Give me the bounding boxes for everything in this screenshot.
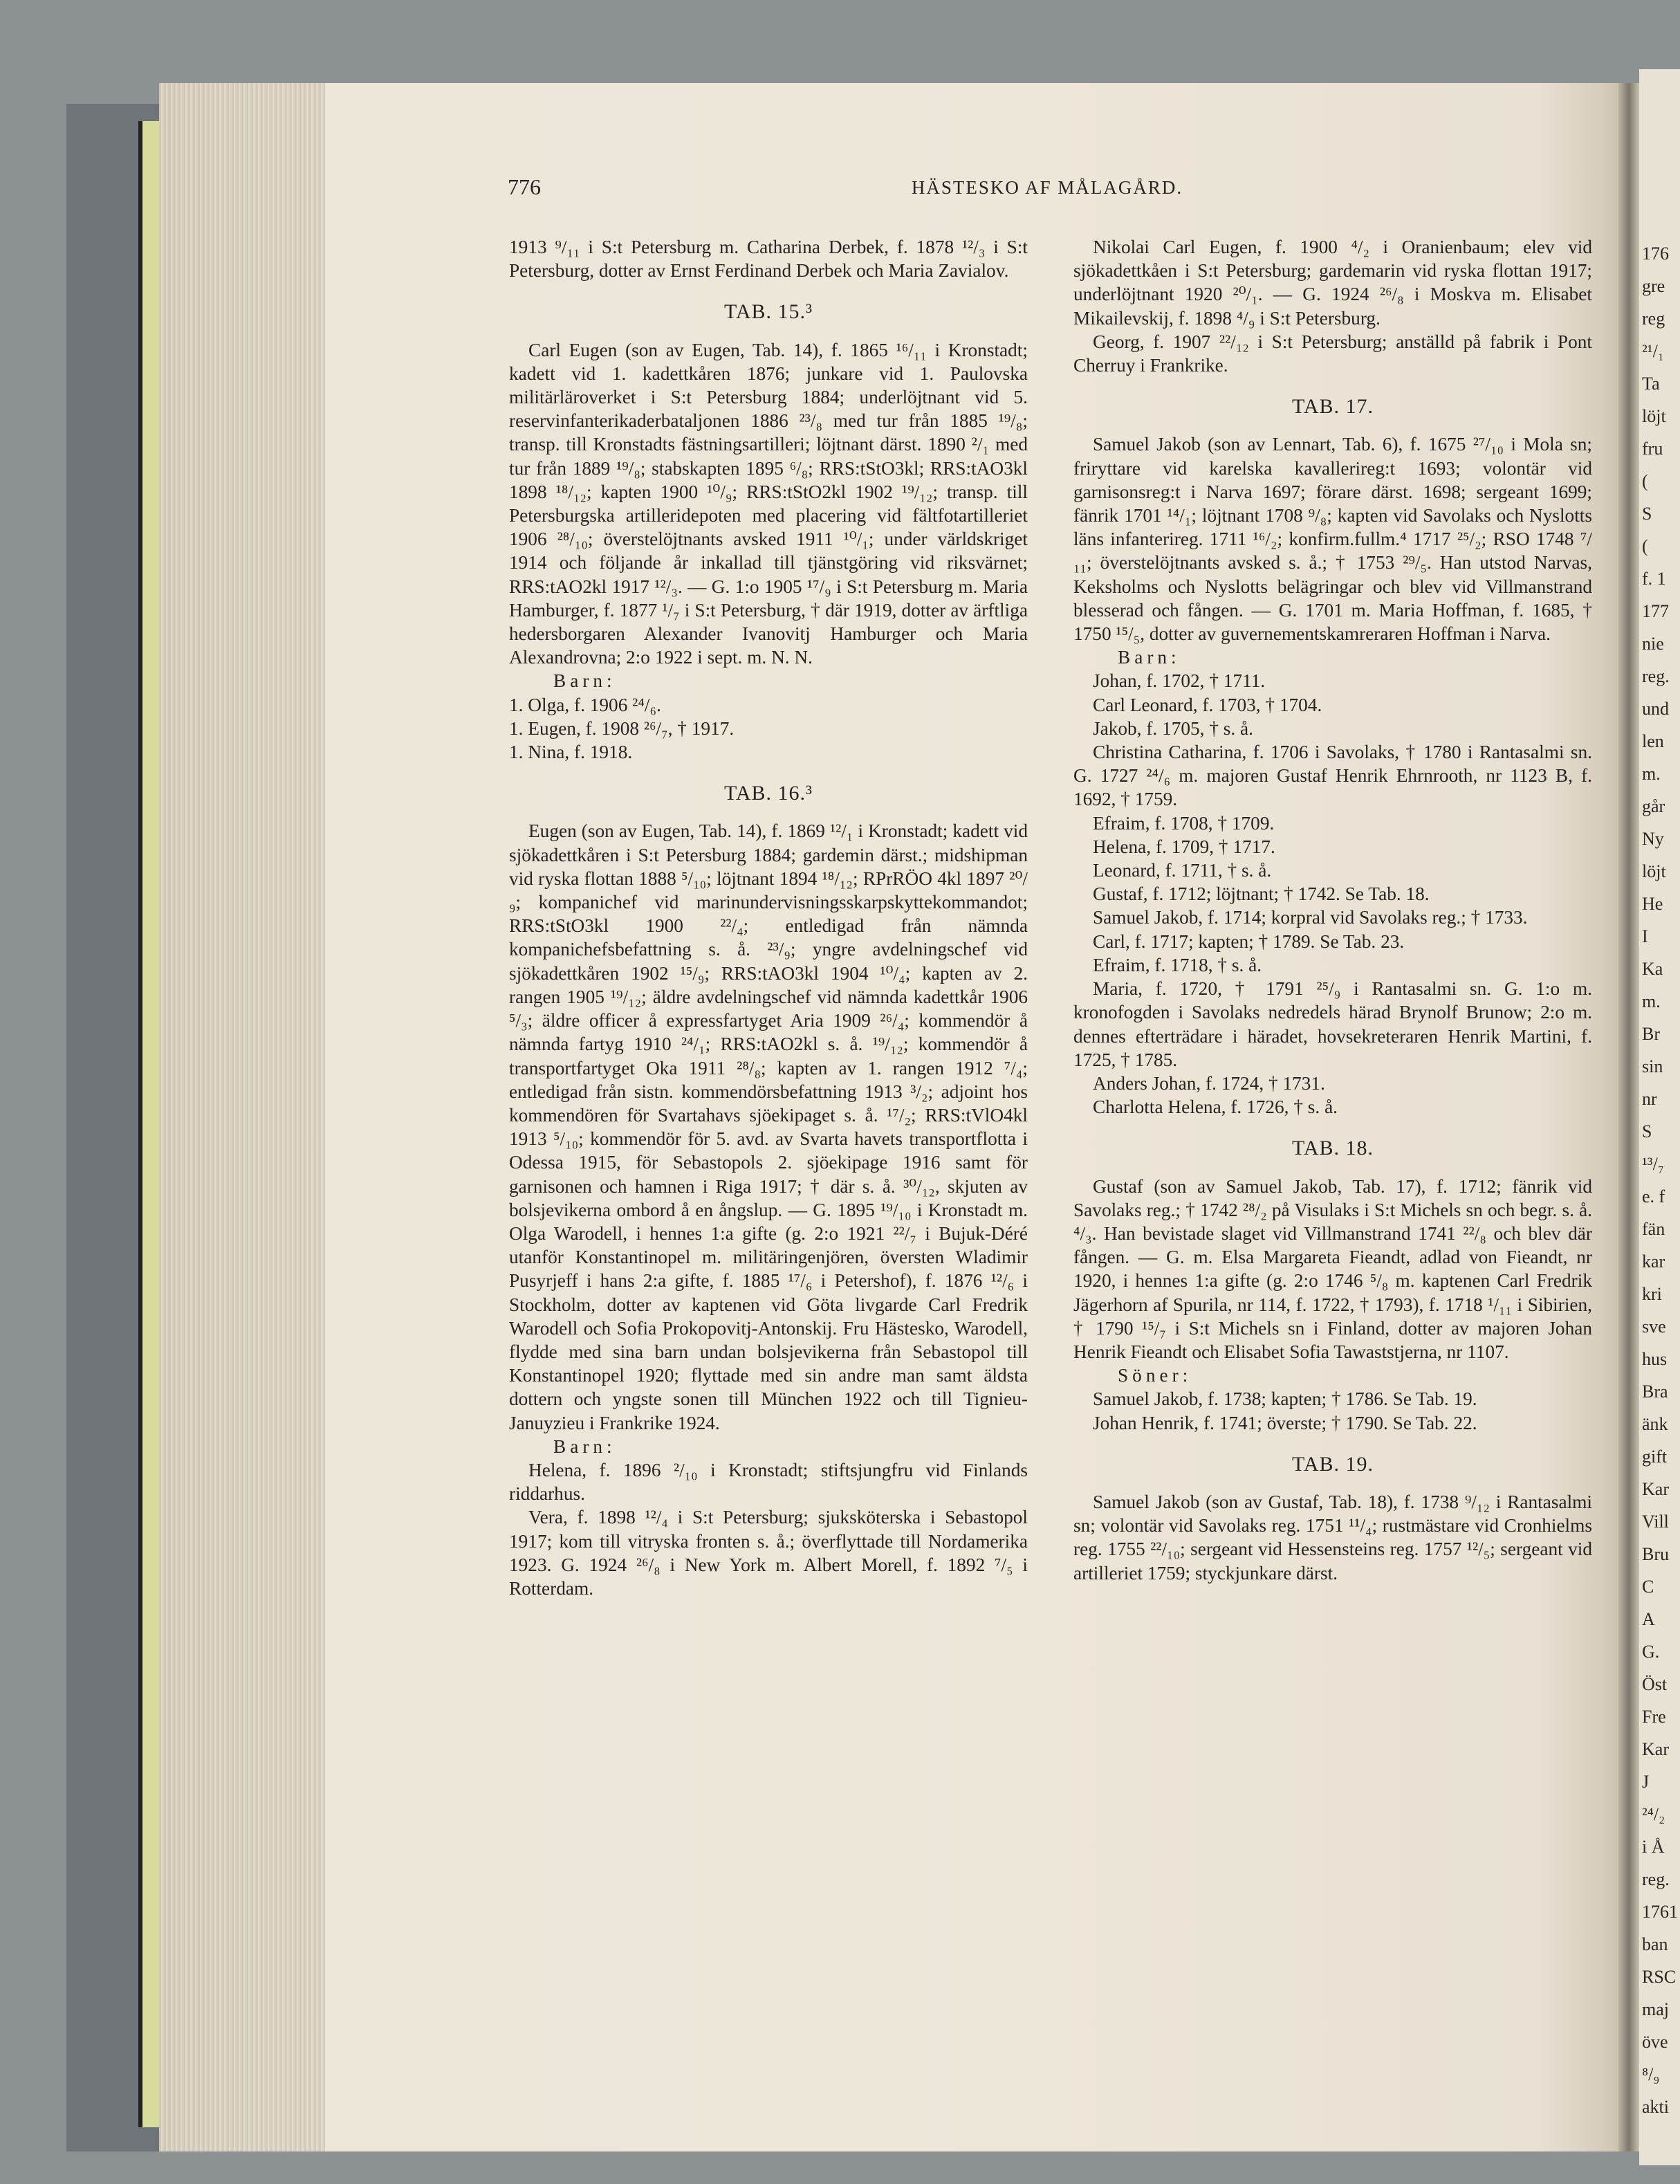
paragraph: Jakob, f. 1705, † s. å.: [1093, 717, 1253, 739]
facing-page-fragment: m.: [1642, 991, 1661, 1011]
facing-page-fragment: nr: [1642, 1089, 1657, 1109]
facing-page-fragment: Br: [1642, 1024, 1660, 1044]
book-gutter: [1618, 83, 1639, 2151]
running-header: [508, 174, 1587, 205]
facing-page: [1639, 69, 1680, 2165]
facing-page-fragment: f. 1: [1642, 569, 1666, 589]
facing-page-fragment: S: [1642, 504, 1652, 524]
children-heading: Söner:: [1118, 1365, 1192, 1386]
facing-page-fragment: Vill: [1642, 1512, 1669, 1532]
facing-page-fragment: fän: [1642, 1219, 1665, 1239]
facing-page-fragment: RSC: [1642, 1967, 1677, 1987]
facing-page-fragment: änk: [1642, 1414, 1668, 1434]
facing-page-fragment: gre: [1642, 276, 1665, 296]
facing-page-fragment: kar: [1642, 1251, 1665, 1272]
paragraph: Helena, f. 1709, † 1717.: [1093, 836, 1275, 857]
facing-page-fragment: e. f: [1642, 1186, 1665, 1206]
table-heading: TAB. 16.³: [723, 782, 813, 805]
facing-page-fragment: 1761: [1642, 1902, 1678, 1922]
facing-page-fragment: G.: [1642, 1642, 1660, 1662]
facing-page-fragment: ⁸/₉: [1642, 2064, 1660, 2084]
facing-page-fragment: C: [1642, 1577, 1654, 1597]
page-edges: [159, 83, 325, 2151]
children-heading: Barn:: [553, 670, 616, 692]
page-number: 776: [508, 174, 541, 199]
facing-page-fragment: går: [1642, 796, 1665, 816]
paragraph: Johan, f. 1702, † 1711.: [1093, 670, 1266, 692]
paragraph: Samuel Jakob (son av Gustaf, Tab. 18), f. 1738 ⁹/₁₂ i Rantasalmi sn; volontär vid Savolaks reg. 1751 ¹¹/₄; rustmästare vid Cronhielms reg. 1755 ²²/₁₀; sergeant vid Hessensteins reg. 1757 ¹²/₅; sergeant vid artilleriet 1759; styckjunkare därst.: [1073, 1491, 1592, 1584]
paragraph: Anders Johan, f. 1724, † 1731.: [1093, 1072, 1325, 1094]
facing-page-fragment: A: [1642, 1609, 1655, 1629]
paragraph: Efraim, f. 1708, † 1709.: [1093, 812, 1275, 834]
paragraph: Helena, f. 1896 ²/₁₀ i Kronstadt; stiftsjungfru vid Finlands riddarhus.: [509, 1459, 1028, 1505]
facing-page-fragment: (: [1642, 471, 1648, 491]
right-column: [1073, 235, 1592, 1585]
facing-page-fragment: ²⁴/₂: [1642, 1804, 1665, 1824]
facing-page-fragment: (: [1642, 536, 1648, 556]
paragraph: 1913 ⁹/₁₁ i S:t Petersburg m. Catharina Derbek, f. 1878 ¹²/₃ i S:t Petersburg, dotter av Ernst Ferdinand Derbek och Maria Zavialov.: [509, 237, 1028, 282]
facing-page-fragment: Ta: [1642, 374, 1660, 394]
facing-page-fragment: 177: [1642, 601, 1669, 621]
table-heading: TAB. 15.³: [723, 300, 813, 324]
paragraph: Leonard, f. 1711, † s. å.: [1093, 860, 1272, 881]
facing-page-fragment: löjt: [1642, 861, 1666, 881]
facing-page-fragment: ban: [1642, 1934, 1668, 1954]
paragraph: Vera, f. 1898 ¹²/₄ i S:t Petersburg; sjuksköterska i Sebastopol 1917; kom till vitryska fronten s. å.; överflyttade till Nordamerika 1923. G. 1924 ²⁶/₈ i New York m. Albert Morell, f. 1892 ⁷/₅ i Rotterdam.: [509, 1507, 1028, 1599]
paragraph: Charlotta Helena, f. 1726, † s. å.: [1093, 1096, 1338, 1118]
paragraph: Georg, f. 1907 ²²/₁₂ i S:t Petersburg; anställd på fabrik i Pont Cherruy i Frankrike.: [1073, 331, 1592, 376]
facing-page-fragment: m.: [1642, 764, 1661, 784]
facing-page-fragment: reg.: [1642, 666, 1670, 686]
facing-page-fragment: Kar: [1642, 1479, 1669, 1499]
facing-page-fragment: maj: [1642, 1999, 1669, 2019]
facing-page-fragment: ²¹/₁: [1642, 341, 1664, 361]
facing-page-fragment: I: [1642, 926, 1648, 946]
paragraph: Samuel Jakob, f. 1714; korpral vid Savolaks reg.; † 1733.: [1093, 907, 1528, 928]
facing-page-fragment: Fre: [1642, 1707, 1666, 1727]
facing-page-fragment: ¹³/₇: [1642, 1154, 1664, 1174]
left-column: [509, 235, 1028, 1600]
facing-page-fragment: S: [1642, 1121, 1652, 1141]
facing-page-fragment: i Å: [1642, 1837, 1665, 1857]
facing-page-fragment: He: [1642, 894, 1663, 914]
table-heading: TAB. 18.: [1291, 1137, 1374, 1160]
paragraph: Gustaf, f. 1712; löjtnant; † 1742. Se Tab. 18.: [1093, 883, 1430, 905]
children-heading: Barn:: [553, 1435, 616, 1457]
paragraph: Carl, f. 1717; kapten; † 1789. Se Tab. 23.: [1093, 930, 1405, 952]
facing-page-fragment: nie: [1642, 634, 1664, 654]
paragraph: Christina Catharina, f. 1706 i Savolaks, † 1780 i Rantasalmi sn. G. 1727 ²⁴/₆ m. majoren Gustaf Henrik Ehrnrooth, nr 1123 B, f. 1692, † 1759.: [1073, 742, 1592, 810]
children-heading: Barn:: [1118, 647, 1181, 668]
paragraph: Carl Leonard, f. 1703, † 1704.: [1093, 694, 1322, 715]
paragraph: Maria, f. 1720, † 1791 ²⁵/₉ i Rantasalmi sn. G. 1:o m. kronofogden i Savolaks nedredels härad Brynolf Brunow; 2:o m. dennes efterträdare i häradet, hovsekreteraren Henrik Martini, f. 1725, † 1785.: [1073, 978, 1592, 1070]
facing-page-fragment: len: [1642, 731, 1664, 751]
facing-page-fragment: fru: [1642, 439, 1663, 459]
facing-page-fragment: sin: [1642, 1056, 1663, 1076]
facing-page-fragment: J: [1642, 1772, 1650, 1792]
paragraph: 1. Nina, f. 1918.: [509, 742, 633, 763]
facing-page-fragment: 176: [1642, 244, 1669, 264]
facing-page-fragment: reg: [1642, 309, 1665, 329]
paragraph: Nikolai Carl Eugen, f. 1900 ⁴/₂ i Oranienbaum; elev vid sjökadettkåen i S:t Petersburg; gardemarin vid ryska flottan 1917; underlöjtnant 1920 ²⁰/₁. — G. 1924 ²⁶/₈ i Moskva m. Elisabet Mikailevskij, f. 1898 ⁴/₉ i S:t Petersburg.: [1073, 237, 1592, 329]
facing-page-fragment: Kar: [1642, 1739, 1669, 1759]
facing-page-fragment: hus: [1642, 1349, 1668, 1369]
facing-page-fragment: löjt: [1642, 406, 1666, 426]
paragraph: Carl Eugen (son av Eugen, Tab. 14), f. 1865 ¹⁶/₁₁ i Kronstadt; kadett vid 1. kadettkåren 1876; junkare vid 1. Paulovska militärläroverket i S:t Petersburg 1884; underlöjtnant vid 5. reservinfanterikaderbataljonen 1886 ²³/₈ med tur från 1885 ¹⁹/₈; transp. till Kronstadts fästningsartilleri; löjtnant därst. 1890 ²/₁ med tur från 1889 ¹⁹/₈; stabskapten 1895 ⁶/₈; RRS:tStO3kl; RRS:tAO3kl 1898 ¹⁸/₁₂; kapten 1900 ¹⁰/₉; RRS:tStO2kl 1902 ¹⁹/₁₂; transp. till Petersburgska artilleridepoten med placering vid fältfotartilleriet 1906 ²⁸/₁₀; överstelöjtnants avsked 1911 ¹⁰/₁; under världskriget 1914 och följande år inkallad till tjänstgöring vid riksvärnet; RRS:tAO2kl 1917 ¹²/₃. — G. 1:o 1905 ¹⁷/₉ i S:t Petersburg m. Maria Hamburger, f. 1877 ¹/₇ i S:t Petersburg, † där 1919, dotter av ärftliga hedersborgaren Alexander Ivanovitj Hamburger och Maria Alexandrovna; 2:o 1922 i sept. m. N. N.: [509, 339, 1028, 668]
table-heading: TAB. 17.: [1291, 395, 1374, 419]
paragraph: 1. Olga, f. 1906 ²⁴/₆.: [509, 694, 661, 715]
paragraph: Johan Henrik, f. 1741; överste; † 1790. Se Tab. 22.: [1093, 1412, 1477, 1433]
paragraph: Samuel Jakob, f. 1738; kapten; † 1786. Se Tab. 19.: [1093, 1388, 1477, 1410]
facing-page-fragment: Öst: [1642, 1674, 1668, 1694]
facing-page-fragment: gift: [1642, 1447, 1668, 1467]
facing-page-fragment: Bra: [1642, 1382, 1668, 1402]
facing-page-fragment: Ny: [1642, 829, 1664, 849]
paragraph: Eugen (son av Eugen, Tab. 14), f. 1869 ¹²/₁ i Kronstadt; kadett vid sjökadettkåren i S:t Petersburg 1884; gardemin därst.; midshipman vid ryska flottan 1888 ⁵/₁₀; löjtnant 1894 ¹⁸/₁₂; RPrRÖO 4kl 1897 ²⁰/₉; kompanichef vid marinundervisningsskarpskyttekommandot; RRS:tStO3kl 1900 ²²/₄; entledigad från nämnda kompanichefsbefattning s. å. ²³/₉; yngre avdelningschef vid sjökadettkåren 1902 ¹⁵/₉; RRS:tAO3kl 1904 ¹⁰/₄; kapten av 2. rangen 1905 ¹⁹/₁₂; äldre avdelningschef vid nämnda kadettkår 1906 ⁵/₃; äldre officer å expressfartyget Aria 1909 ²⁶/₄; kommendör å nämnda fartyg 1910 ²⁴/₁; RRS:tAO2kl s. å. ¹⁹/₁₂; kommendör å transportfartyget Oka 1911 ²⁸/₈; kapten av 1. rangen 1912 ⁷/₄; entledigad från sistn. kommendörsbefattning 1913 ³/₂; adjoint hos kommendören för Svartahavs sjöekipaget s. å. ¹⁷/₂; RRS:tVlO4kl 1913 ⁵/₁₀; kommendör för 5. avd. av Svarta havets transportflotta i Odessa 1915, för Sebastopols 2. sjöekipage 1916 samt för garnisonen och hamnen i Riga 1917; † där s. å. ³⁰/₁₂, skjuten av bolsjevikerna ombord å en ångslup. — G. 1895 ¹⁹/₁₀ i Kronstadt m. Olga Warodell, i hennes 1:a gifte (g. 2:o 1921 ²²/₇ i Bujuk-Déré utanför Konstantinopel m. militäringenjören, översten Wladimir Pusyrjeff i hans 2:a gifte, f. 1885 ¹⁷/₆ i Petershof), f. 1876 ¹²/₆ i Stockholm, dotter av kaptenen vid Göta livgarde Carl Fredrik Warodell och Sofia Prokopovitj-Antonskij. Fru Hästesko, Warodell, flydde med sina barn undan bolsjevikerna från Sebastopol till Konstantinopel 1920; flyttade med sin andre man samt äldsta dottern och yngste sonen till München 1922 och till Tignieu-Januyzieu i Frankrike 1924.: [509, 820, 1028, 1433]
table-heading: TAB. 19.: [1291, 1452, 1374, 1476]
running-title: HÄSTESKO AF MÅLAGÅRD.: [911, 177, 1183, 198]
facing-page-fragment: Ka: [1642, 959, 1663, 979]
facing-page-fragment: öve: [1642, 2032, 1668, 2052]
paragraph: Efraim, f. 1718, † s. å.: [1093, 954, 1262, 975]
paragraph: 1. Eugen, f. 1908 ²⁶/₇, † 1917.: [509, 717, 735, 739]
facing-page-fragment: akti: [1642, 2097, 1669, 2117]
paragraph: Samuel Jakob (son av Lennart, Tab. 6), f. 1675 ²⁷/₁₀ i Mola sn; friryttare vid karelska kavallerireg:t 1693; volontär vid garnisonsreg:t i Narva 1697; förare därst. 1698; sergeant 1699; fänrik 1701 ¹⁴/₁; löjtnant 1708 ⁹/₈; kapten vid Savolaks och Nyslotts läns infanterireg. 1711 ¹⁶/₂; konfirm.fullm.⁴ 1717 ²⁵/₂; RSO 1748 ⁷/₁₁; överstelöjtnants avsked s. å.; † 1753 ²⁹/₅. Han utstod Narvas, Keksholms och Nyslotts belägringar och blev vid Villmanstrand blesserad och fången. — G. 1701 m. Maria Hoffman, f. 1685, † 1750 ¹⁵/₅, dotter av guvernementskamreraren Hoffman i Narva.: [1073, 434, 1592, 645]
facing-page-fragment: kri: [1642, 1284, 1662, 1304]
facing-page-fragment: sve: [1642, 1316, 1666, 1337]
paragraph: Gustaf (son av Samuel Jakob, Tab. 17), f. 1712; fänrik vid Savolaks reg.; † 1742 ²⁸/₂ på Visulaks i S:t Michels sn och begr. s. å. ⁴/₃. Han bevistade slaget vid Villmanstrand 1741 ²²/₈ och blev där fången. — G. m. Elsa Margareta Fieandt, adlad von Fieandt, nr 1920, i hennes 1:a gifte (g. 2:o 1746 ⁵/₈ m. kaptenen Carl Fredrik Jägerhorn af Spurila, nr 114, f. 1722, † 1793), f. 1718 ¹/₁₁ i Sibirien, † 1790 ¹⁵/₇ i S:t Michels sn i Finland, dotter av majoren Johan Henrik Fieandt och Elisabet Sofia Tawaststjerna, nr 1107.: [1073, 1175, 1592, 1362]
facing-page-fragment: und: [1642, 699, 1669, 719]
facing-page-fragment: reg.: [1642, 1869, 1670, 1889]
facing-page-fragment: Bru: [1642, 1544, 1669, 1564]
